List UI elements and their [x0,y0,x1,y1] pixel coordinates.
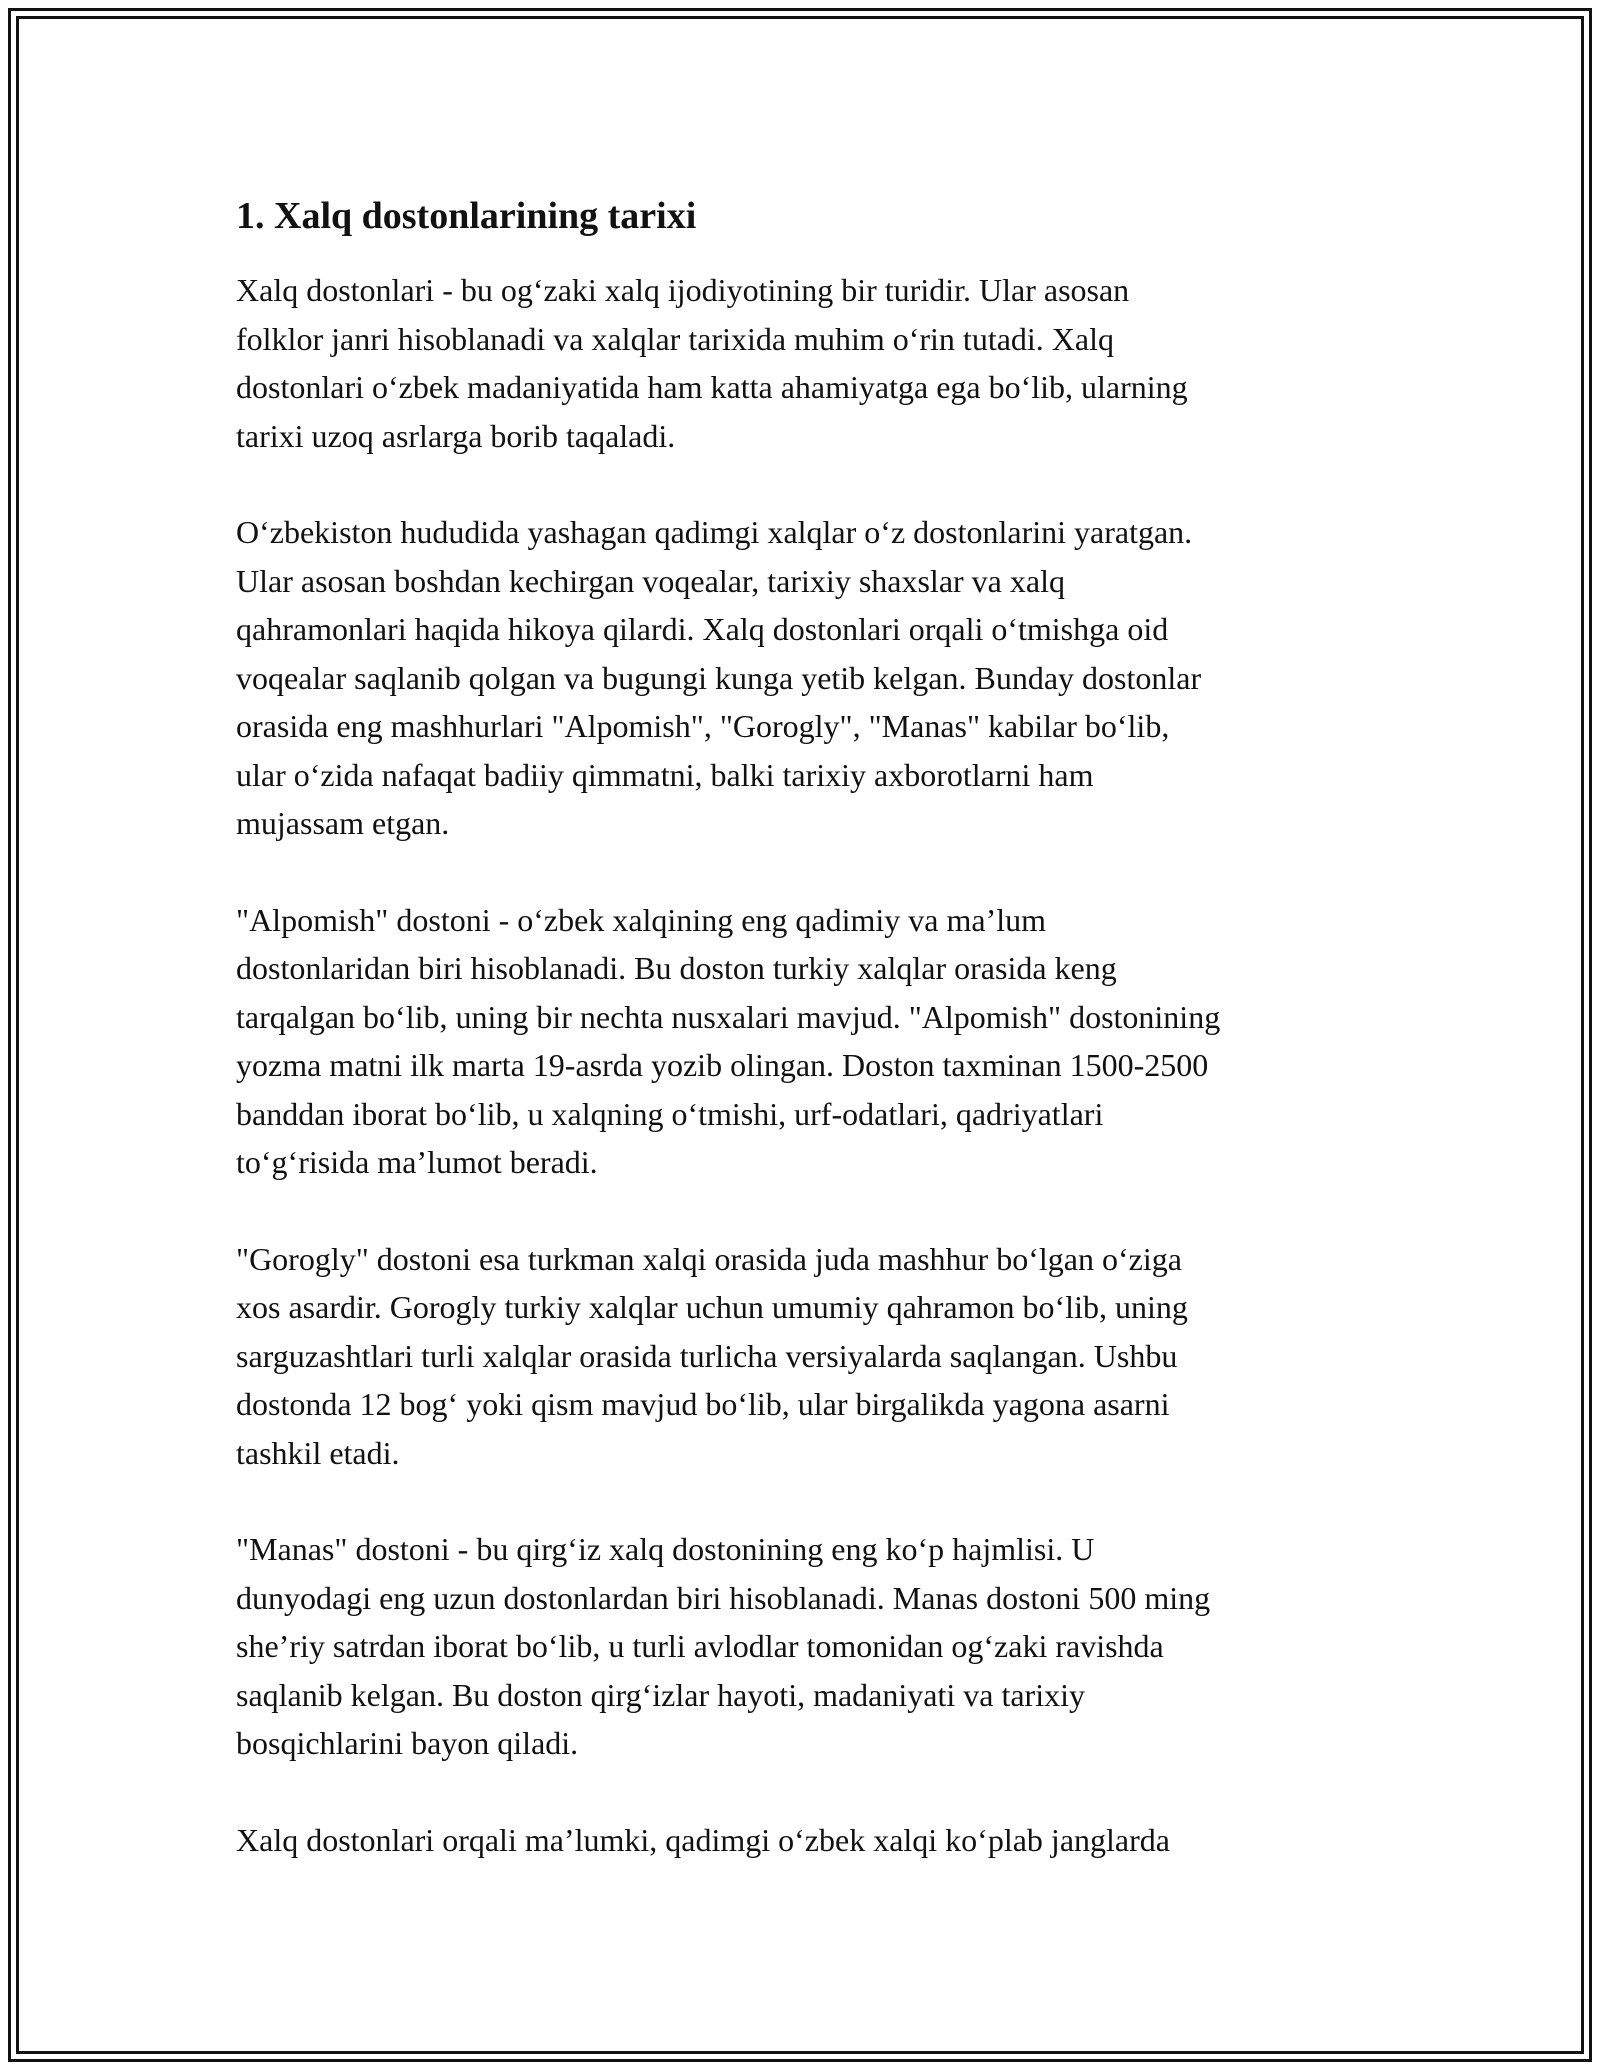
section-heading: 1. Xalq dostonlarining tarixi [236,195,697,237]
paragraph-3: "Alpomish" dostoni - o‘zbek xalqining eng qadimiy va ma’lum dostonlaridan biri hisoblanadi. Bu doston turkiy xalqlar orasida keng tarqalgan bo‘lib, uning bir nechta nusxalari mavjud. "Alpomish" dostonining yozma matni ilk marta 19-asrda yozib olingan. Doston taxminan 1500-2500 banddan iborat bo‘lib, u xalqning o‘tmishi, urf-odatlari, qadriyatlari to‘g‘risida ma’lumot beradi. [236,901,1221,1180]
paragraph-6: Xalq dostonlari orqali ma’lumki, qadimgi o‘zbek xalqi ko‘plab janglarda [236,1821,1170,1858]
paragraph-4: "Gorogly" dostoni esa turkman xalqi orasida juda mashhur bo‘lgan o‘ziga xos asardir. Gorogly turkiy xalqlar uchun umumiy qahramon bo‘lib, uning sarguzashtlari turli xalqlar orasida turlicha versiyalarda saqlangan. Ushbu dostonda 12 bog‘ yoki qism mavjud bo‘lib, ular birgalikda yagona asarni tashkil etadi. [236,1240,1188,1471]
paragraph-2: O‘zbekiston hududida yashagan qadimgi xalqlar o‘z dostonlarini yaratgan. Ular asosan boshdan kechirgan voqealar, tarixiy shaxslar va xalq qahramonlari haqida hikoya qilardi. Xalq dostonlari orqali o‘tmishga oid voqealar saqlanib qolgan va bugungi kunga yetib kelgan. Bunday dostonlar orasida eng mashhurlari "Alpomish", "Gorogly", "Manas" kabilar bo‘lib, ular o‘zida nafaqat badiiy qimmatni, balki tarixiy axborotlarni ham mujassam etgan. [236,514,1202,841]
document-body [236,188,1376,1912]
paragraph-1: Xalq dostonlari - bu og‘zaki xalq ijodiyotining bir turidir. Ular asosan folklor janri hisoblanadi va xalqlar tarixida muhim o‘rin tutadi. Xalq dostonlari o‘zbek madaniyatida ham katta ahamiyatga ega bo‘lib, ularning tarixi uzoq asrlarga borib taqaladi. [236,272,1188,454]
paragraph-5: "Manas" dostoni - bu qirg‘iz xalq dostonining eng ko‘p hajmlisi. U dunyodagi eng uzun dostonlardan biri hisoblanadi. Manas dostoni 500 ming she’riy satrdan iborat bo‘lib, u turli avlodlar tomonidan og‘zaki ravishda saqlanib kelgan. Bu doston qirg‘izlar hayoti, madaniyati va tarixiy bosqichlarini bayon qiladi. [236,1531,1211,1761]
